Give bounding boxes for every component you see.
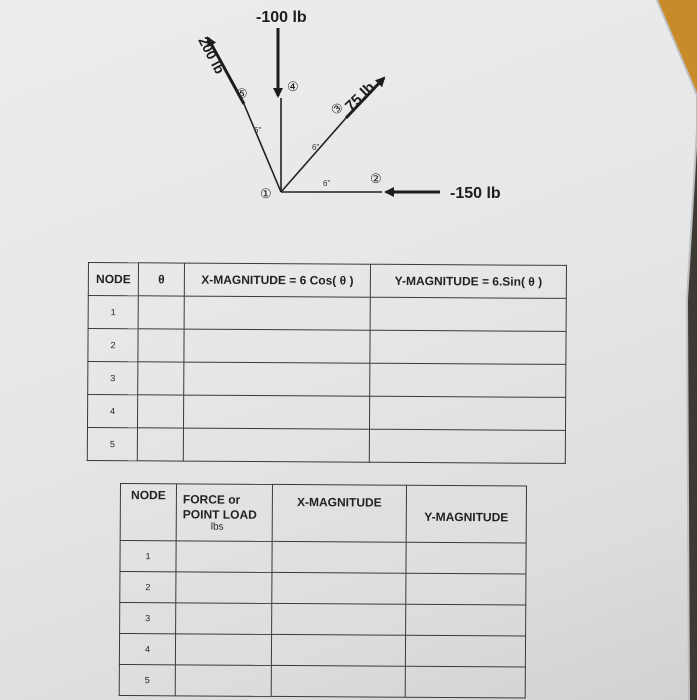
table2-node-cell: 1 — [120, 541, 176, 572]
table2-force-cell[interactable] — [176, 572, 272, 604]
member-3 — [281, 118, 346, 192]
node-marker-2: ② — [370, 171, 382, 186]
table2-row — [119, 664, 525, 697]
segment-label-3: 6" — [312, 143, 320, 152]
table1-header-y-magnitude: Y-MAGNITUDE = 6.Sin( θ ) — [370, 264, 566, 298]
table2-header-row — [120, 484, 526, 543]
table2-header-x-magnitude: X-MAGNITUDE — [272, 484, 406, 542]
table2-x-cell[interactable] — [272, 541, 406, 573]
force-label-right: -150 lb — [450, 185, 501, 202]
force-diagram — [0, 0, 697, 240]
table1-node-cell: 1 — [88, 296, 138, 329]
table1-node-cell: 2 — [88, 329, 138, 362]
node-marker-5: ⑤ — [236, 86, 248, 101]
table2-y-cell[interactable] — [405, 635, 525, 667]
table1-header-node: NODE — [88, 263, 138, 296]
table2-row — [120, 603, 526, 636]
table2-y-cell[interactable] — [406, 604, 526, 636]
table1-y-cell[interactable] — [369, 429, 565, 463]
node-marker-3: ③ — [327, 99, 347, 119]
table2-force-cell[interactable] — [175, 634, 271, 666]
table2-x-cell[interactable] — [271, 665, 405, 697]
table2-node-cell: 5 — [119, 664, 175, 695]
table1-x-cell[interactable] — [184, 362, 370, 396]
force-label-diag-right: 75 lb — [341, 78, 379, 115]
table2-force-cell[interactable] — [175, 665, 271, 697]
table1-header-theta: θ — [138, 263, 184, 296]
table2-row — [119, 634, 525, 667]
table1-theta-cell[interactable] — [138, 329, 184, 362]
table2-x-cell[interactable] — [272, 603, 406, 635]
table1-y-cell[interactable] — [370, 297, 566, 331]
force-label-diag-left: 200 lb — [195, 33, 229, 77]
table1-theta-cell[interactable] — [137, 428, 183, 461]
table2-node-cell: 3 — [120, 603, 176, 634]
table1-theta-cell[interactable] — [138, 362, 184, 395]
table1-y-cell[interactable] — [369, 396, 565, 430]
table2-x-cell[interactable] — [272, 572, 406, 604]
table2-header-y-magnitude: Y-MAGNITUDE — [406, 485, 526, 543]
angle-magnitude-table — [87, 262, 567, 464]
table2-y-cell[interactable] — [406, 542, 526, 574]
table2-force-cell[interactable] — [176, 603, 272, 635]
table2-row — [120, 572, 526, 605]
table2-x-cell[interactable] — [271, 634, 405, 666]
table2-header-force-line1: FORCE or — [182, 492, 241, 507]
node-marker-1: ① — [260, 186, 272, 201]
table1-node-cell: 4 — [87, 395, 137, 428]
table1-x-cell[interactable] — [183, 428, 369, 462]
member-5 — [244, 104, 281, 192]
table1-row — [87, 427, 565, 463]
table1-node-cell: 3 — [88, 362, 138, 395]
table2-node-cell: 2 — [120, 572, 176, 603]
force-magnitude-table — [119, 483, 527, 698]
table2-header-force-unit: lbs — [210, 521, 224, 533]
segment-label-2: 6" — [323, 179, 331, 188]
table1-x-cell[interactable] — [183, 395, 369, 429]
segment-label-5: 6" — [254, 126, 262, 135]
table2-y-cell[interactable] — [406, 573, 526, 605]
table1-theta-cell[interactable] — [137, 395, 183, 428]
table2-row — [120, 541, 526, 574]
node-marker-4: ④ — [287, 79, 299, 94]
table1-row — [88, 329, 566, 365]
table2-node-cell: 4 — [119, 634, 175, 665]
table1-theta-cell[interactable] — [138, 296, 184, 329]
table1-header-row — [88, 263, 566, 299]
table2-header-force-line2: POINT LOAD — [182, 507, 257, 522]
table2-force-cell[interactable] — [176, 541, 272, 573]
table2-header-force — [176, 484, 272, 542]
table2-y-cell[interactable] — [405, 666, 525, 698]
table1-x-cell[interactable] — [184, 329, 370, 363]
table1-y-cell[interactable] — [370, 330, 566, 364]
table1-node-cell: 5 — [87, 427, 137, 460]
table1-x-cell[interactable] — [184, 296, 370, 330]
table1-row — [88, 296, 566, 332]
table2-header-node: NODE — [120, 484, 176, 541]
force-label-top: -100 lb — [256, 9, 307, 26]
table1-row — [88, 362, 566, 398]
table1-header-x-magnitude: X-MAGNITUDE = 6 Cos( θ ) — [184, 263, 370, 297]
table1-y-cell[interactable] — [370, 363, 566, 397]
table1-row — [87, 395, 565, 431]
